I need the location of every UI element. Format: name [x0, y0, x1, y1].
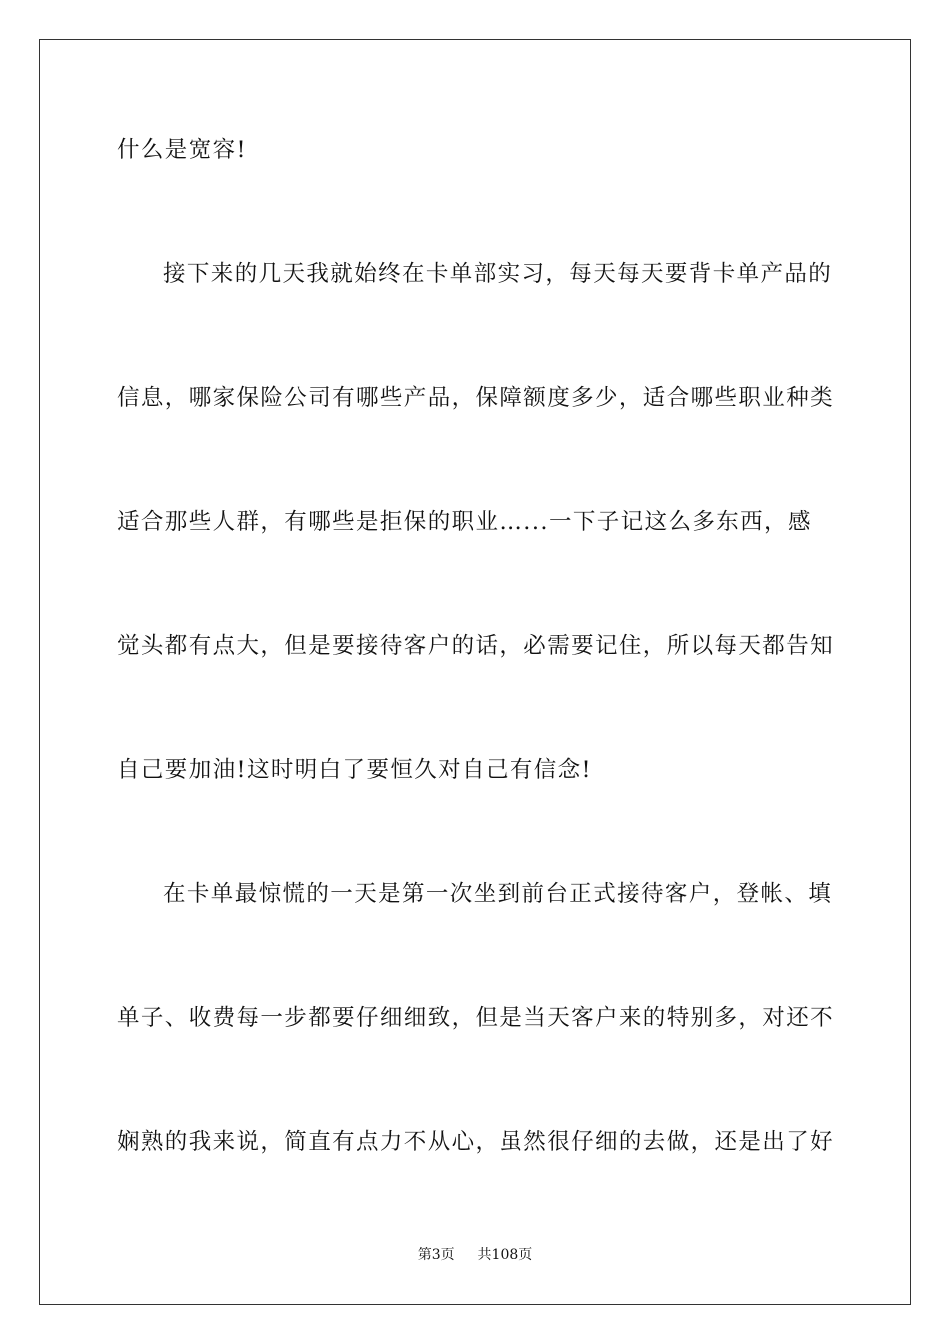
page-total: 共108页: [477, 1247, 533, 1263]
body-line-5: 觉头都有点大，但是要接待客户的话，必需要记住，所以每天都告知: [117, 633, 835, 659]
page-number: 第3页: [417, 1247, 455, 1263]
page-footer: [0, 1246, 950, 1264]
body-line-7: 在卡单最惊慌的一天是第一次坐到前台正式接待客户，登帐、填: [163, 881, 833, 907]
page-border: [39, 39, 911, 1305]
body-line-4: 适合那些人群，有哪些是拒保的职业…...一下子记这么多东西，感: [117, 509, 812, 535]
body-line-9: 娴熟的我来说，简直有点力不从心，虽然很仔细的去做，还是出了好: [117, 1129, 835, 1155]
body-line-1: 什么是宽容!: [117, 137, 247, 163]
body-line-2: 接下来的几天我就始终在卡单部实习，每天每天要背卡单产品的: [163, 261, 833, 287]
body-line-3: 信息，哪家保险公司有哪些产品，保障额度多少，适合哪些职业种类: [117, 385, 835, 411]
body-line-8: 单子、收费每一步都要仔细细致，但是当天客户来的特别多，对还不: [117, 1005, 835, 1031]
body-line-6: 自己要加油!这时明白了要恒久对自己有信念!: [117, 757, 592, 783]
